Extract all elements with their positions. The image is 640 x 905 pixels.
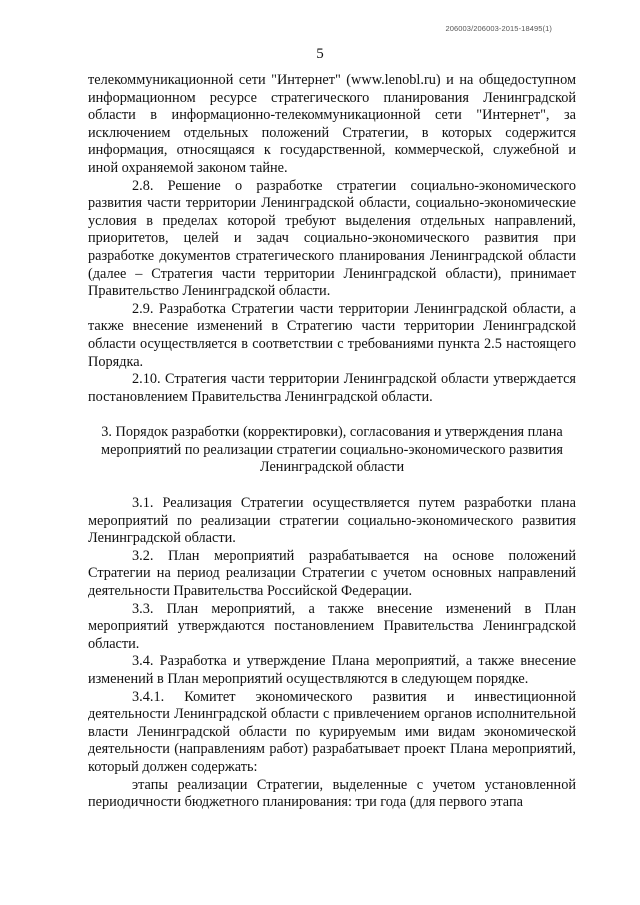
paragraph-3-4: 3.4. Разработка и утверждение Плана мероприятий, а также внесение изменений в План мероприятий осуществляются в следующем порядке. bbox=[88, 653, 576, 687]
paragraph-stages: этапы реализации Стратегии, выделенные с учетом установленной периодичности бюджетного планирования: три года (для первого этапа bbox=[88, 776, 576, 811]
paragraph-3-1: 3.1. Реализация Стратегии осуществляется путем разработки плана мероприятий по реализации стратегии социально-экономического развития Ленинградской области. bbox=[88, 495, 576, 547]
paragraph-2-8: 2.8. Решение о разработке стратегии социально-экономического развития части территории Ленинградской области, социально-экономические условия в пределах которой требуют выделения отдельных направлений, приоритетов, целей и задач социально-экономического развития при разработке документов стратегического планирования Ленинградской области (далее – Стратегия части территории Ленинградской области), принимает Правительство Ленинградской области. bbox=[88, 177, 576, 300]
paragraph-3-2: 3.2. План мероприятий разрабатывается на основе положений Стратегии на период реализации Стратегии с учетом основных направлений деятельности Правительства Российской Федерации. bbox=[88, 547, 576, 600]
paragraph-3-4-1: 3.4.1. Комитет экономического развития и инвестиционной деятельности Ленинградской области с привлечением органов исполнительной власти Ленинградской области по курируемым ими видам экономической деятельности (направлениям работ) разрабатывает проект Плана мероприятий, который должен содержать: bbox=[88, 688, 576, 775]
document-id: 206003/206003-2015-18495(1) bbox=[445, 24, 552, 33]
paragraph-3-3: 3.3. План мероприятий, а также внесение изменений в План мероприятий утверждаются постановлением Правительства Ленинградской области. bbox=[88, 600, 576, 652]
paragraph-2-10: 2.10. Стратегия части территории Ленинградской области утверждается постановлением Правительства Ленинградской области. bbox=[88, 371, 576, 405]
document-body bbox=[88, 72, 576, 812]
paragraph-continuation: телекоммуникационной сети "Интернет" (www.lenobl.ru) и на общедоступном информационном ресурсе стратегического планирования Ленинградской области в информационно-телекоммуникационной сети "Интернет", за исключением отдельных положений Стратегии, в которых содержится информация, относящаяся к государственной, коммерческой, служебной и иной охраняемой законом тайне. bbox=[88, 72, 576, 176]
paragraph-2-9: 2.9. Разработка Стратегии части территории Ленинградской области, а также внесение изменений в Стратегию части территории Ленинградской области осуществляется в соответствии с требованиями пункта 2.5 настоящего Порядка. bbox=[88, 300, 576, 370]
page-number: 5 bbox=[316, 46, 324, 62]
section-3-title: 3. Порядок разработки (корректировки), согласования и утверждения плана мероприятий по реализации стратегии социально-экономического развития Ленинградской области bbox=[101, 424, 563, 476]
